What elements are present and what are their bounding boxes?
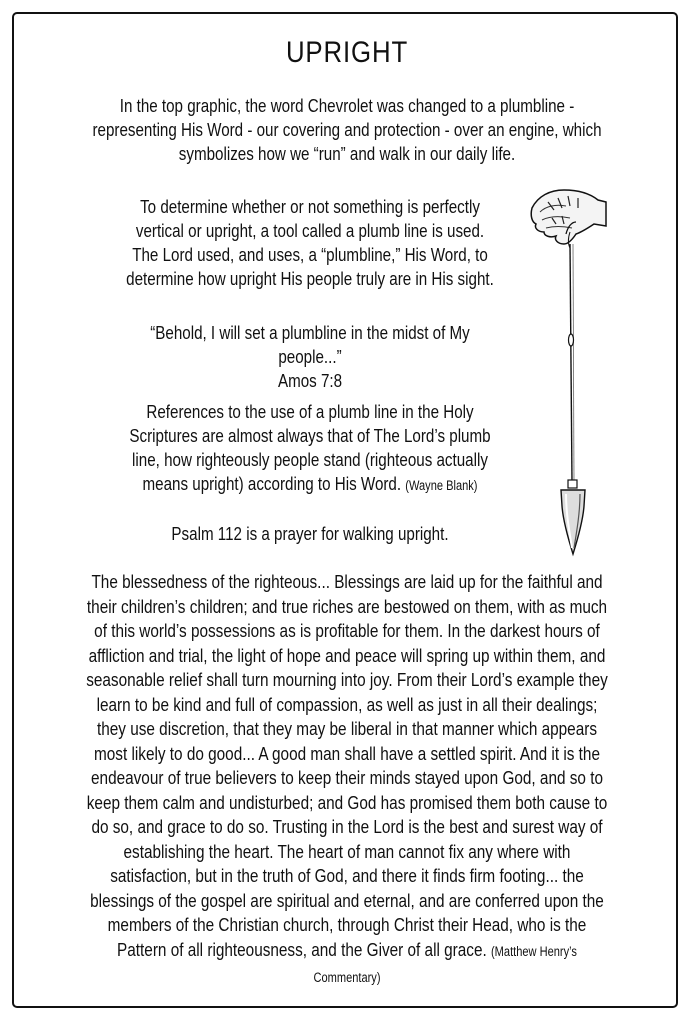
references-citation: (Wayne Blank) bbox=[405, 478, 478, 493]
psalm-line bbox=[121, 522, 498, 546]
commentary-text: The blessedness of the righteous... Blessings are laid up for the faithful and their children’s children; and true riches are bestowed on them, with as much of this world’s possessions as is profitable for them. In the darkest hours of affliction and trial, the light of hope and peace will spring up within them, and seasonable relief shall turn mourning into joy. From their Lord’s example they learn to be kind and full of compassion, as well as just in all their dealings; they use discretion, that they may be liberal in that manner which appears most likely to do good... A good man shall have a settled spirit. And it is the endeavour of true believers to keep their minds stayed upon God, and so to keep them calm and undisturbed; and God has promised them both cause to do so, and grace to do so. Trusting in the Lord is the best and surest way of establishing the heart. The heart of man cannot fix any where with satisfaction, but in the truth of God, and there it finds firm footing... the blessings of the gospel are spiritual and eternal, and are conferred upon the members of the Christian church, through Christ their Head, who is the Pattern of all righteousness, and the Giver of all grace. bbox=[86, 571, 608, 960]
page-title: UPRIGHT bbox=[285, 36, 409, 69]
scripture-quote bbox=[121, 321, 498, 393]
intro-text: In the top graphic, the word Chevrolet was changed to a plumbline - representing His Word - our covering and protection - over an engine, which symbolizes how we “run” and walk in our daily life. bbox=[92, 95, 602, 164]
psalm-text: Psalm 112 is a prayer for walking upright. bbox=[171, 523, 449, 544]
quote-text: “Behold, I will set a plumbline in the midst of My people...” bbox=[150, 322, 470, 367]
intro-paragraph bbox=[87, 94, 607, 166]
commentary-citation: (Matthew Henry’s Commentary) bbox=[313, 943, 577, 985]
references-text: References to the use of a plumb line in the Holy Scriptures are almost always that of The Lord’s plumb line, how righteously people stand (righteous actually means upright) according to His Word. bbox=[129, 401, 491, 494]
definition-text: To determine whether or not something is perfectly vertical or upright, a tool called a plumb line is used. The Lord used, and uses, a “plumbline,” His Word, to determine how upright His people truly are in His sight. bbox=[126, 196, 494, 289]
plumb-line-definition bbox=[121, 195, 498, 291]
references-paragraph bbox=[121, 400, 498, 498]
commentary-paragraph bbox=[84, 570, 610, 991]
hand-holding-plumb-line-icon bbox=[528, 182, 608, 562]
quote-reference: Amos 7:8 bbox=[277, 370, 343, 391]
